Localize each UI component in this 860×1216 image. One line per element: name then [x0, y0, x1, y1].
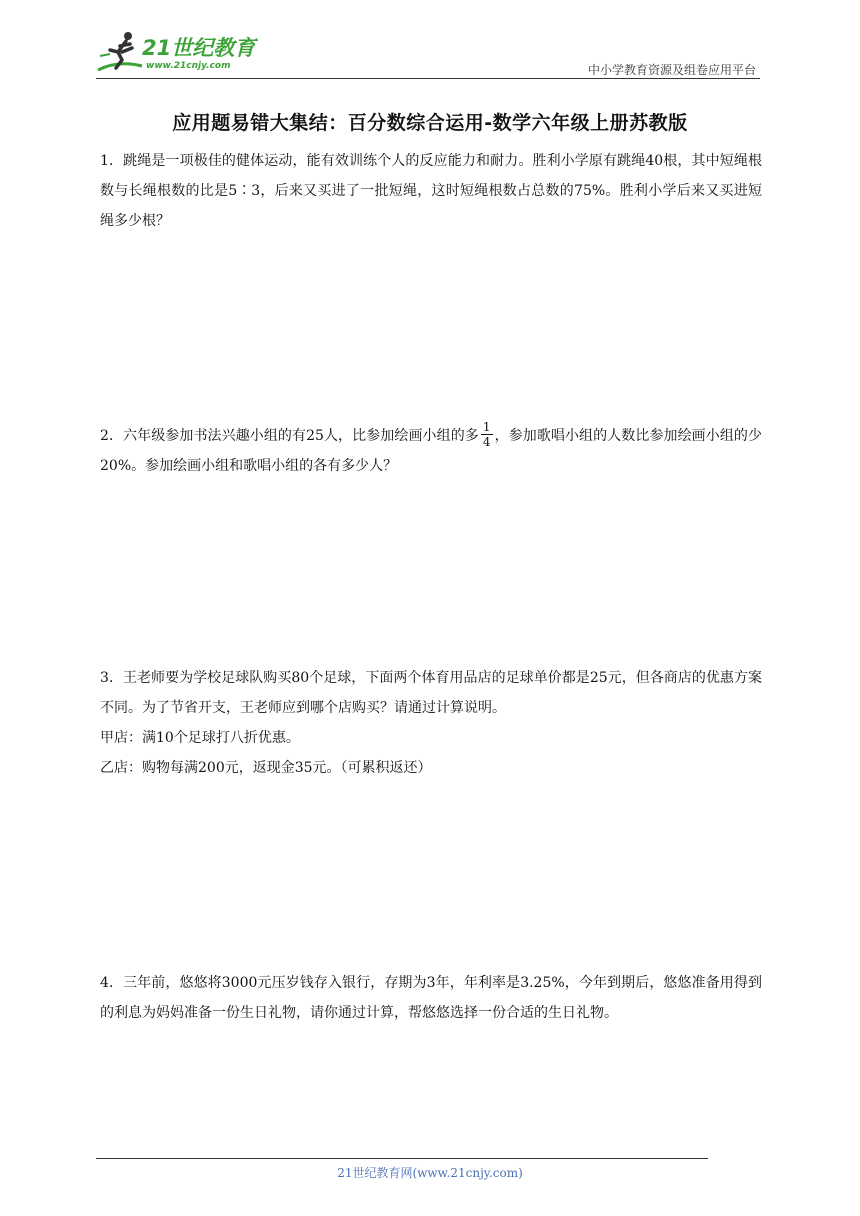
question-2-text-after: ，参加歌唱小组的人数比参加绘画小组的少20%。参加绘画小组和歌唱小组的各有多少人？	[100, 428, 762, 474]
question-4-text: 4．三年前，悠悠将3000元压岁钱存入银行，存期为3年，年利率是3.25%，今年到期后，悠悠准备用得到的利息为妈妈准备一份生日礼物，请你通过计算，帮悠悠选择一份合适的生日礼物。	[100, 975, 762, 1021]
question-2-text	[100, 421, 762, 481]
runner-logo-icon	[96, 30, 146, 76]
question-2	[100, 421, 762, 481]
question-4	[100, 968, 762, 1028]
question-3-store-b: 乙店：购物每满200元，返现金35元。（可累积返还）	[100, 760, 432, 776]
footer-divider	[96, 1158, 708, 1159]
platform-label: 中小学教育资源及组卷应用平台	[587, 63, 756, 77]
question-3-text: 3．王老师要为学校足球队购买80个足球，下面两个体育用品店的足球单价都是25元，但各商店的优惠方案不同。为了节省开支，王老师应到哪个店购买？请通过计算说明。	[100, 670, 762, 716]
logo-text: 21世纪教育	[142, 36, 256, 60]
question-1	[100, 146, 762, 236]
question-1-text: 1．跳绳是一项极佳的健体运动，能有效训练个人的反应能力和耐力。胜利小学原有跳绳40根，其中短绳根数与长绳根数的比是5∶3，后来又买进了一批短绳，这时短绳根数占总数的75%。胜利小学后来又买进短绳多少根？	[100, 153, 762, 229]
fraction-denominator: 4	[482, 434, 491, 449]
page-title: 应用题易错大集结：百分数综合运用-数学六年级上册苏教版	[172, 112, 688, 134]
fraction	[481, 420, 493, 449]
page-header	[0, 0, 860, 90]
logo-url: www.21cnjy.com	[146, 61, 231, 71]
site-logo	[96, 30, 266, 80]
question-2-text-before: 2．六年级参加书法兴趣小组的有25人，比参加绘画小组的多	[100, 428, 479, 444]
header-divider	[96, 78, 760, 79]
footer-text: 21世纪教育网(www.21cnjy.com)	[337, 1166, 523, 1180]
question-3	[100, 663, 762, 783]
fraction-numerator: 1	[482, 419, 491, 434]
question-3-store-a: 甲店：满10个足球打八折优惠。	[100, 730, 300, 746]
